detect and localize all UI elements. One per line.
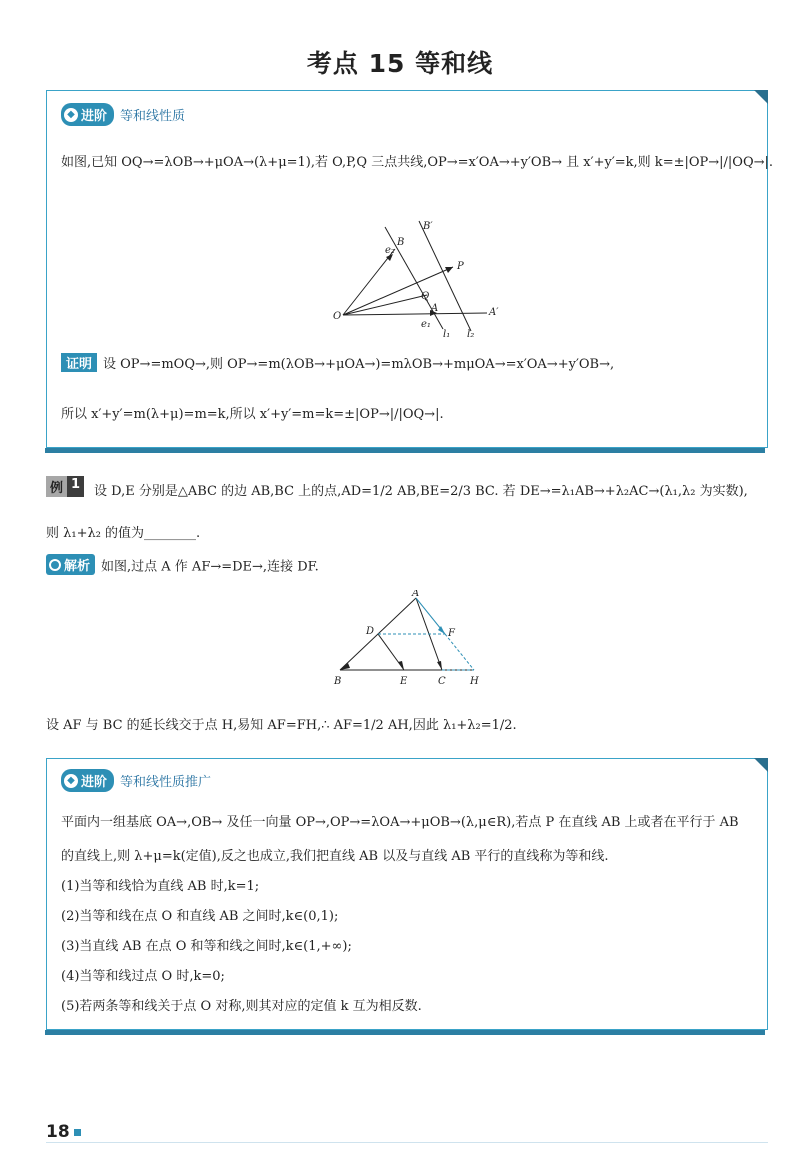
advanced-badge: ◆ 进阶 xyxy=(61,103,114,126)
arrow-C xyxy=(437,661,442,670)
example-tag: 例 1 xyxy=(46,476,84,497)
page-marker xyxy=(74,1129,81,1136)
label-e2: e₂ xyxy=(385,245,395,256)
advanced-badge: ◆ 进阶 xyxy=(61,769,114,792)
list-item: (3)当直线 AB 在点 O 和等和线之间时,k∈(1,+∞); xyxy=(61,939,352,954)
proof-tag: 证明 xyxy=(61,353,97,372)
label-A: A xyxy=(431,303,439,314)
label-Q: Q xyxy=(421,291,430,302)
label-C: C xyxy=(438,676,446,687)
line-l2 xyxy=(419,221,471,331)
label-A-prime: A′ xyxy=(489,307,499,318)
statement-text: 如图,已知 OQ→=λOB→+μOA→(λ+μ=1),若 O,P,Q 三点共线,OP→=x′OA→+y′OB→ 且 x′+y′=k,则 k=±|OP→|/|OQ→|. xyxy=(61,155,774,170)
label-P: P xyxy=(457,261,464,272)
equal-sum-line-figure xyxy=(323,219,523,349)
arrow-E xyxy=(398,661,404,670)
box-heading: 等和线性质推广 xyxy=(120,775,212,790)
label-e1: e₁ xyxy=(421,319,431,330)
label-B-prime: B′ xyxy=(423,221,433,232)
arrow-B xyxy=(340,663,350,670)
list-item: (1)当等和线恰为直线 AB 时,k=1; xyxy=(61,879,260,894)
definition-line-1: 平面内一组基底 OA→,OB→ 及任一向量 OP→,OP→=λOA→+μOB→(λ,μ∈R),若点 P 在直线 AB 上或者在平行于 AB xyxy=(61,815,739,830)
proof-line-2: 所以 x′+y′=m(λ+μ)=m=k,所以 x′+y′=m=k=±|OP→|/|OQ→|. xyxy=(61,407,444,422)
box-header xyxy=(61,769,211,792)
list-item: (2)当等和线在点 O 和直线 AB 之间时,k∈(0,1); xyxy=(61,909,339,924)
definition-line-2: 的直线上,则 λ+μ=k(定值),反之也成立,我们把直线 AB 以及与直线 AB 平行的直线称为等和线. xyxy=(61,849,609,864)
label-E: E xyxy=(400,676,408,687)
label-O: O xyxy=(333,311,342,322)
box-header xyxy=(61,103,185,126)
page-title: 考点 15 等和线 xyxy=(306,49,494,78)
page-number: 18 xyxy=(46,1122,81,1142)
segment-FH xyxy=(445,634,474,670)
label-l2: l₂ xyxy=(467,329,475,340)
example-line-1: 设 D,E 分别是△ABC 的边 AB,BC 上的点,AD=1/2 AB,BE=2/3 BC. 若 DE→=λ₁AB→+λ₂AC→(λ₁,λ₂ 为实数), xyxy=(94,484,748,499)
box-shadow xyxy=(45,1030,765,1035)
label-H: H xyxy=(470,676,479,687)
label-B: B xyxy=(334,676,342,687)
label-l1: l₁ xyxy=(443,329,451,340)
magnifier-icon xyxy=(49,559,61,571)
list-item: (5)若两条等和线关于点 O 对称,则其对应的定值 k 互为相反数. xyxy=(61,999,422,1014)
badge-dot-icon: ◆ xyxy=(64,108,78,122)
proof-line-1: 证明 设 OP→=mOQ→,则 OP→=m(λOB→+μOA→)=mλOB→+mμOA→=x′OA→+y′OB→, xyxy=(61,353,614,372)
box-corner xyxy=(754,90,768,104)
generalized-property-box xyxy=(46,758,768,1030)
label-B: B xyxy=(397,237,405,248)
label-A: A xyxy=(412,590,420,599)
box-shadow xyxy=(45,448,765,453)
badge-dot-icon: ◆ xyxy=(64,774,78,788)
vector-OQ xyxy=(343,295,427,315)
advanced-property-box xyxy=(46,90,774,448)
triangle-figure xyxy=(324,590,494,690)
box-corner xyxy=(754,758,768,772)
box-heading: 等和线性质 xyxy=(120,109,186,124)
solution-tag: 解析 xyxy=(46,554,95,575)
line-OA-prime xyxy=(343,313,487,315)
bottom-rule xyxy=(46,1142,768,1143)
label-D: D xyxy=(366,626,375,637)
label-F: F xyxy=(448,628,455,639)
solution-line-1: 解析 如图,过点 A 作 AF→=DE→,连接 DF. xyxy=(46,554,319,575)
line-OB xyxy=(343,249,395,315)
example-line-2: 则 λ₁+λ₂ 的值为________. xyxy=(46,526,201,541)
solution-line-2: 设 AF 与 BC 的延长线交于点 H,易知 AF=FH,∴ AF=1/2 AH,因此 λ₁+λ₂=1/2. xyxy=(46,718,517,733)
list-item: (4)当等和线过点 O 时,k=0; xyxy=(61,969,225,984)
